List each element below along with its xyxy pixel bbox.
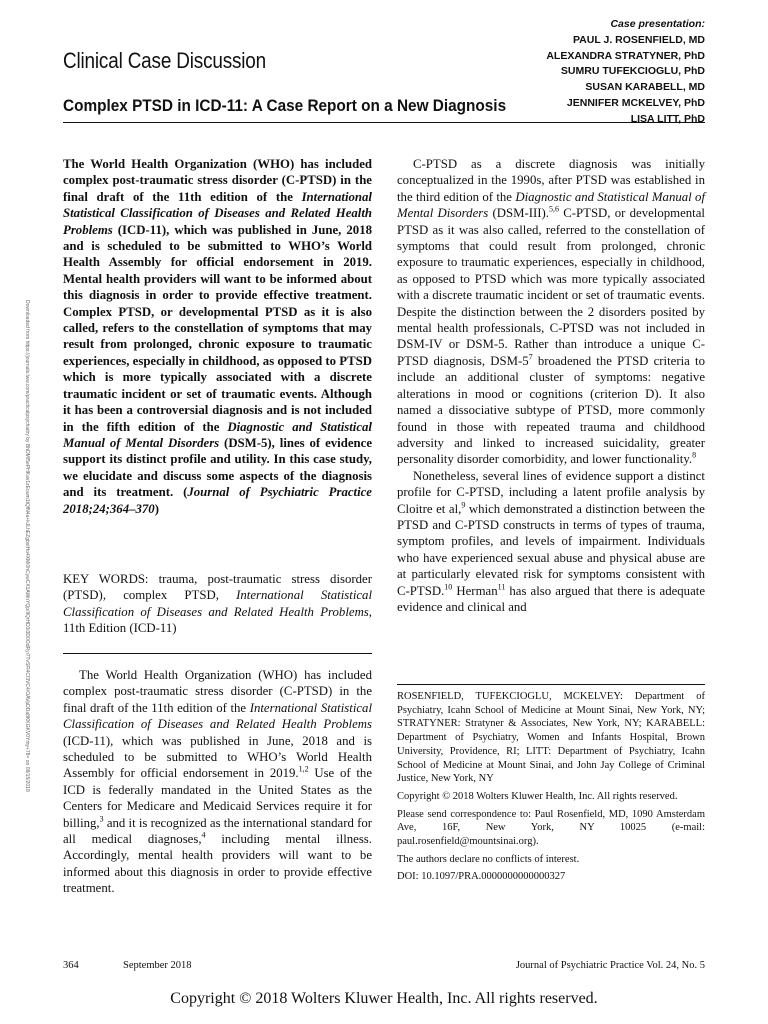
intro-paragraph: [63, 667, 372, 897]
keywords-text: , 11th Edition (ICD-11): [63, 604, 372, 636]
body-text: C-PTSD as a discrete diagnosis was initially conceptualized in the 1990s, after PTSD was established in the third edition of the: [397, 157, 705, 204]
citation-ref: 7: [528, 352, 533, 362]
intro-text: The World Health Organization (WHO) has included complex post-traumatic stress disorder (C-PTSD) in the final draft of the 11th edition of the: [63, 668, 372, 715]
intro-text: including mental illness. Accordingly, mental health providers will want to be informed about this diagnosis in order to provide effective treatment.: [63, 832, 372, 896]
keywords-divider: [63, 653, 372, 654]
page-number: 364: [63, 960, 79, 971]
author-name: JENNIFER MCKELVEY, PhD: [566, 96, 705, 109]
author-name: SUMRU TUFEKCIOGLU, PhD: [560, 65, 705, 78]
abstract-text: ): [154, 501, 159, 516]
intro-italic: International Statistical Classification of Diseases and Related Health Problems: [63, 700, 373, 732]
citation-ref: 10: [444, 582, 453, 592]
body-text: broadened the PTSD criteria to include an additional cluster of symptoms: negative alterations in mood or cognitions (criterion D). It also named a dissociative subtype of PTSD, more commonly found in those with repeated trauma and childhood adversity and linked to increased suicidality, greater personality disorder comorbidity, and lower functionality.: [397, 353, 705, 467]
affiliations: ROSENFIELD, TUFEKCIOGLU, MCKELVEY: Department of Psychiatry, Icahn School of Medicine at Mount Sinai, New York, NY; STRATYNER: Stratyner & Associates, New York, NY; KARABELL: Department of Psychiatry, Women and Infants Hospital, Brown University, Providence, RI; LITT: Department of Psychiatry, Icahn School of Medicine at Mount Sinai, and John Jay College of Criminal Justice, New York, NY: [397, 691, 705, 785]
keywords: [63, 571, 372, 637]
author-name: PAUL J. ROSENFIELD, MD: [572, 33, 705, 46]
abstract: [63, 156, 372, 517]
abstract-italic: International Statistical Classification of Diseases and Related Health Problems: [63, 189, 372, 237]
download-watermark-text: Downloaded from https://journals.lww.com/practicalpsychiatry by BhDMf5ePHKav1zEoum1tQfN4a+kJLhEZgbsIHo4XMi0hCywCX1AWnYQp/IlQrHD3i3D0OdRyi7TvSFl4Cf3VC4/OAVpDDa8KKGKV0Ymy+78= on 08/15/2018: [24, 300, 30, 792]
intro-text: and it is recognized as the international standard for all medical diagnoses,: [63, 815, 372, 847]
body-text: which demonstrated a distinction between the PTSD and C-PTSD constructs in terms of types of trauma, symptom profiles, and levels of impairment. Individuals who have experienced sexual abuse and physical abuse are at particularly elevated risk for symptoms consistent with C-PTSD.: [397, 501, 705, 598]
keywords-text: KEY WORDS: trauma, post-traumatic stress disorder (PTSD), complex PTSD,: [63, 572, 372, 603]
citation-ref: 5,6: [548, 204, 559, 214]
citation-ref: 3: [99, 814, 104, 824]
footnote-copyright: Copyright © 2018 Wolters Kluwer Health, Inc. All rights reserved.: [397, 790, 678, 802]
download-watermark: [22, 300, 32, 792]
intro-text: (ICD-11), which was published in June, 2018 and is scheduled to be submitted to WHO’s World Health Assembly for official endorsement in 2019.: [63, 733, 372, 781]
doi: DOI: 10.1097/PRA.0000000000000327: [397, 871, 566, 883]
body-italic: Diagnostic and Statistical Manual of Mental Disorders: [397, 189, 706, 221]
correspondence: Please send correspondence to: Paul Rosenfield, MD, 1090 Amsterdam Ave, 16F, New York, NY 10025 (e-mail: paul.rosenfield@mountsinai.org).: [397, 808, 705, 848]
author-name: ALEXANDRA STRATYNER, PhD: [546, 49, 705, 62]
citation-ref: 8: [692, 451, 697, 461]
journal-info: Journal of Psychiatric Practice Vol. 24, No. 5: [515, 960, 705, 971]
body-text: (DSM-III).: [488, 206, 549, 221]
issue-date: September 2018: [123, 960, 192, 971]
citation-ref: 9: [461, 500, 466, 510]
abstract-text: (DSM-5), lines of evidence support its distinct profile and utility. In this case study, we elucidate and discuss some aspects of the diagnosis and its treatment. (: [63, 435, 372, 500]
abstract-text: (ICD-11), which was published in June, 2018 and is scheduled to be submitted to WHO’s World Health Assembly for official endorsement in 2019. Mental health providers will want to be informed about this diagnosis in order to provide effective treatment. Complex PTSD, or developmental PTSD as it is also called, refers to the constellation of symptoms that may result from prolonged, chronic exposure to traumatic experiences, especially in childhood, as opposed to PTSD which is more typically associated with a discrete traumatic incident or set of traumatic events. Although it has been a controversial diagnosis and is not included in the fifth edition of the: [63, 222, 372, 434]
citation-ref: 11: [497, 582, 506, 592]
case-presentation-label: Case presentation:: [610, 18, 705, 30]
body-text: Herman: [452, 583, 498, 598]
page-footer: [63, 960, 705, 971]
author-name: LISA LITT, PhD: [630, 112, 705, 125]
copyright-banner: Copyright © 2018 Wolters Kluwer Health, Inc. All rights reserved.: [170, 990, 598, 1007]
author-name: SUSAN KARABELL, MD: [585, 81, 705, 94]
abstract-text: The World Health Organization (WHO) has included complex post-traumatic stress disorder (C-PTSD) in the final draft of the 11th edition of the: [63, 157, 372, 204]
citation-ref: 1,2: [298, 765, 309, 775]
footnote-divider: [397, 684, 705, 685]
author-list: [405, 17, 705, 128]
footnotes: [397, 690, 705, 888]
abstract-italic: Diagnostic and Statistical Manual of Mental Disorders: [63, 419, 372, 450]
abstract-citation: Journal of Psychiatric Practice 2018;24;364–370: [63, 485, 372, 516]
body-text: Nonetheless, several lines of evidence support a distinct profile for C-PTSD, including a latent profile analysis by Cloitre et al,: [397, 468, 705, 516]
body-text: has also argued that there is adequate evidence and clinical and: [397, 583, 705, 614]
body-text: C-PTSD, or developmental PTSD as it was also called, referred to the constellation of symptoms that could result from prolonged, chronic exposure to traumatic experiences, especially in childhood, as opposed to PTSD which was more typically associated with a discrete traumatic incident or set of traumatic events. Despite the distinction between the 2 disorders posited by mental health professionals, C-PTSD was not included in DSM-IV or DSM-5. Rather than introduce a unique C-PTSD diagnosis, DSM-5: [397, 206, 705, 368]
article-title: Complex PTSD in ICD-11: A Case Report on a New Diagnosis: [63, 97, 507, 115]
intro-text: Use of the ICD is federally mandated in the United States as the Centers for Medicare and Medicaid Services require it for billing,: [63, 766, 372, 830]
section-title: Clinical Case Discussion: [63, 48, 267, 73]
conflicts-statement: The authors declare no conflicts of interest.: [397, 853, 580, 865]
citation-ref: 4: [201, 830, 206, 840]
right-column-body: [397, 156, 705, 615]
keywords-italic: International Statistical Classification of Diseases and Related Health Problems: [63, 588, 373, 619]
